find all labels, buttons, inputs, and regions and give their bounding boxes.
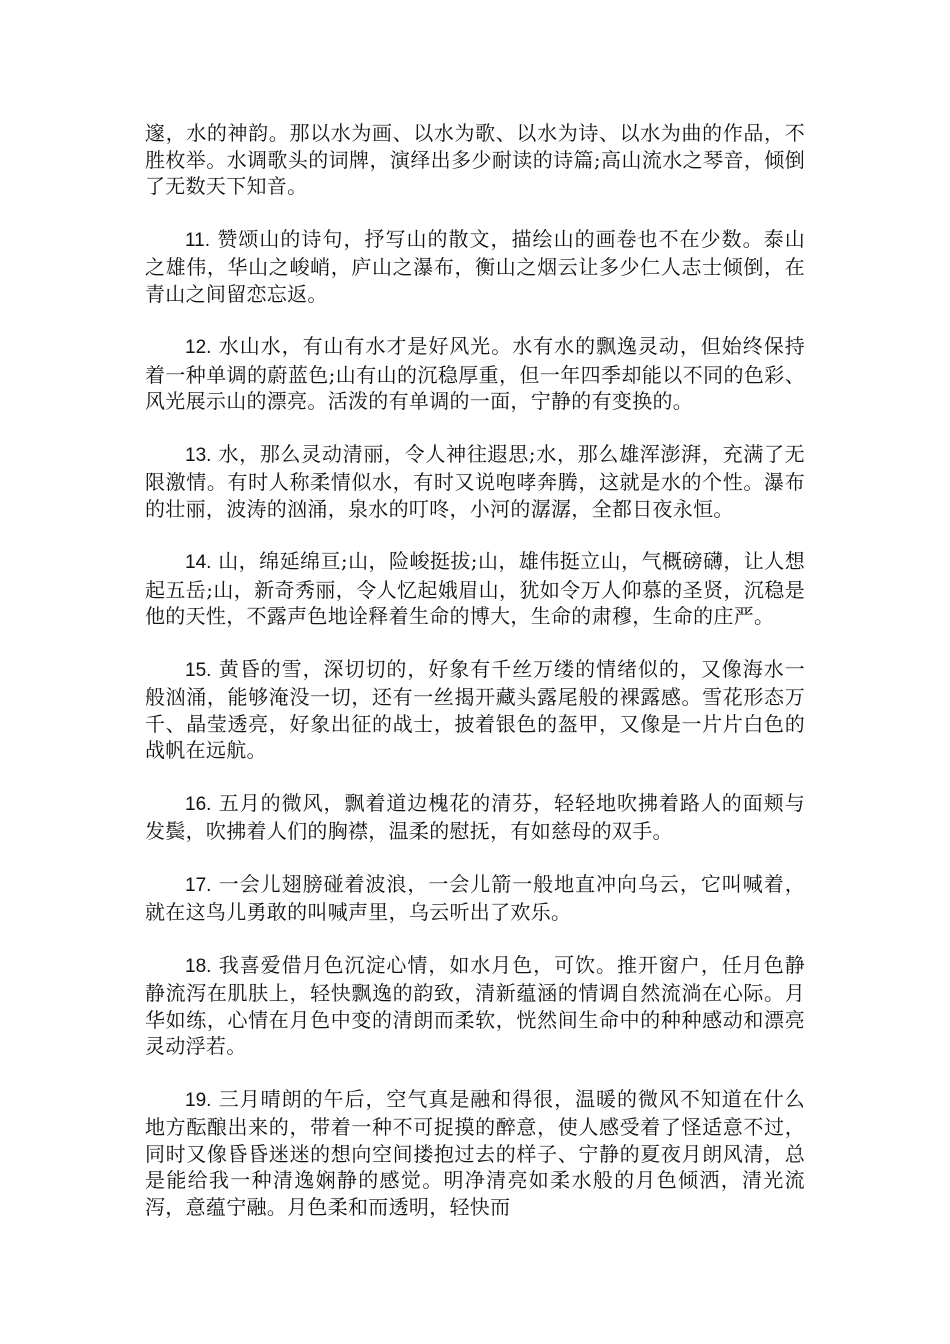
paragraph-text: 三月晴朗的午后，空气真是融和得很，温暖的微风不知道在什么地方酝酿出来的，带着一种不可捉摸的醉意，使人感受着了怪适意不过，同时又像昏昏迷迷的想向空间搂抱过去的样子、宁静的夏夜月朗风清，总是能给我一种清逸娴静的感觉。明净清亮如柔水般的月色倾洒，清光流泻，意蕴宁融。月色柔和而透明，轻快而 xyxy=(145,1086,805,1219)
paragraph-text: 赞颂山的诗句，抒写山的散文，描绘山的画卷也不在少数。泰山之雄伟，华山之峻峭，庐山之瀑布，衡山之烟云让多少仁人志士倾倒，在青山之间留恋忘返。 xyxy=(145,226,805,306)
paragraph-17 xyxy=(145,871,805,926)
paragraph-12 xyxy=(145,333,805,415)
paragraph-text: 水，那么灵动清丽，令人神往遐思;水，那么雄浑澎湃，充满了无限激情。有时人称柔情似水，有时又说咆哮奔腾，这就是水的个性。瀑布的壮丽，波涛的汹涌，泉水的叮咚，小河的潺潺，全都日夜永恒。 xyxy=(145,441,805,521)
paragraph-number: 19. xyxy=(185,1089,212,1111)
paragraph-number: 14. xyxy=(185,552,212,573)
paragraph-text: 我喜爱借月色沉淀心情，如水月色，可饮。推开窗户，任月色静静流泻在肌肤上，轻快飘逸的韵致，清新蕴涵的情调自然流淌在心际。月华如练，心情在月色中变的清朗而柔软，恍然间生命中的种种感动和漂亮灵动浮若。 xyxy=(145,952,805,1058)
paragraph-13 xyxy=(145,441,805,523)
paragraph-text: 五月的微风，飘着道边槐花的清芬，轻轻地吹拂着路人的面颊与发鬓，吹拂着人们的胸襟，温柔的慰抚，有如慈母的双手。 xyxy=(145,790,805,843)
paragraph-number: 17. xyxy=(185,874,212,896)
paragraph-text: 黄昏的雪，深切切的，好象有千丝万缕的情绪似的，又像海水一般汹涌，能够淹没一切，还有一丝揭开藏头露尾般的裸露感。雪花形态万千、晶莹透亮，好象出征的战士，披着银色的盔甲，又像是一片片白色的战帆在远航。 xyxy=(145,656,805,762)
paragraph-continued xyxy=(145,120,805,200)
paragraph-text: 一会儿翅膀碰着波浪，一会儿箭一般地直冲向乌云，它叫喊着，就在这鸟儿勇敢的叫喊声里，乌云听出了欢乐。 xyxy=(145,871,805,924)
paragraph-16 xyxy=(145,790,805,845)
paragraph-14 xyxy=(145,548,805,630)
paragraph-number: 11. xyxy=(185,229,211,251)
paragraph-number: 16. xyxy=(185,793,212,815)
paragraph-text: 水山水，有山有水才是好风光。水有水的飘逸灵动，但始终保持着一种单调的蔚蓝色;山有山的沉稳厚重，但一年四季却能以不同的色彩、风光展示山的漂亮。活泼的有单调的一面，宁静的有变换的。 xyxy=(145,334,805,413)
paragraph-number: 15. xyxy=(185,659,212,681)
paragraph-18 xyxy=(145,952,805,1060)
paragraph-text: 邃，水的神韵。那以水为画、以水为歌、以水为诗、以水为曲的作品，不胜枚举。水调歌头的词牌，演绎出多少耐读的诗篇;高山流水之琴音，倾倒了无数天下知音。 xyxy=(145,121,805,198)
paragraph-19 xyxy=(145,1086,805,1221)
paragraph-number: 18. xyxy=(185,955,212,977)
paragraph-number: 12. xyxy=(185,337,212,358)
paragraph-11 xyxy=(145,226,805,308)
paragraph-15 xyxy=(145,656,805,764)
document-body xyxy=(145,120,805,1246)
paragraph-text: 山，绵延绵亘;山，险峻挺拔;山，雄伟挺立山，气概磅礴，让人想起五岳;山，新奇秀丽，令人忆起娥眉山，犹如令万人仰慕的圣贤，沉稳是他的天性，不露声色地诠释着生命的博大，生命的肃穆，生命的庄严。 xyxy=(145,549,805,628)
paragraph-number: 13. xyxy=(185,444,212,466)
